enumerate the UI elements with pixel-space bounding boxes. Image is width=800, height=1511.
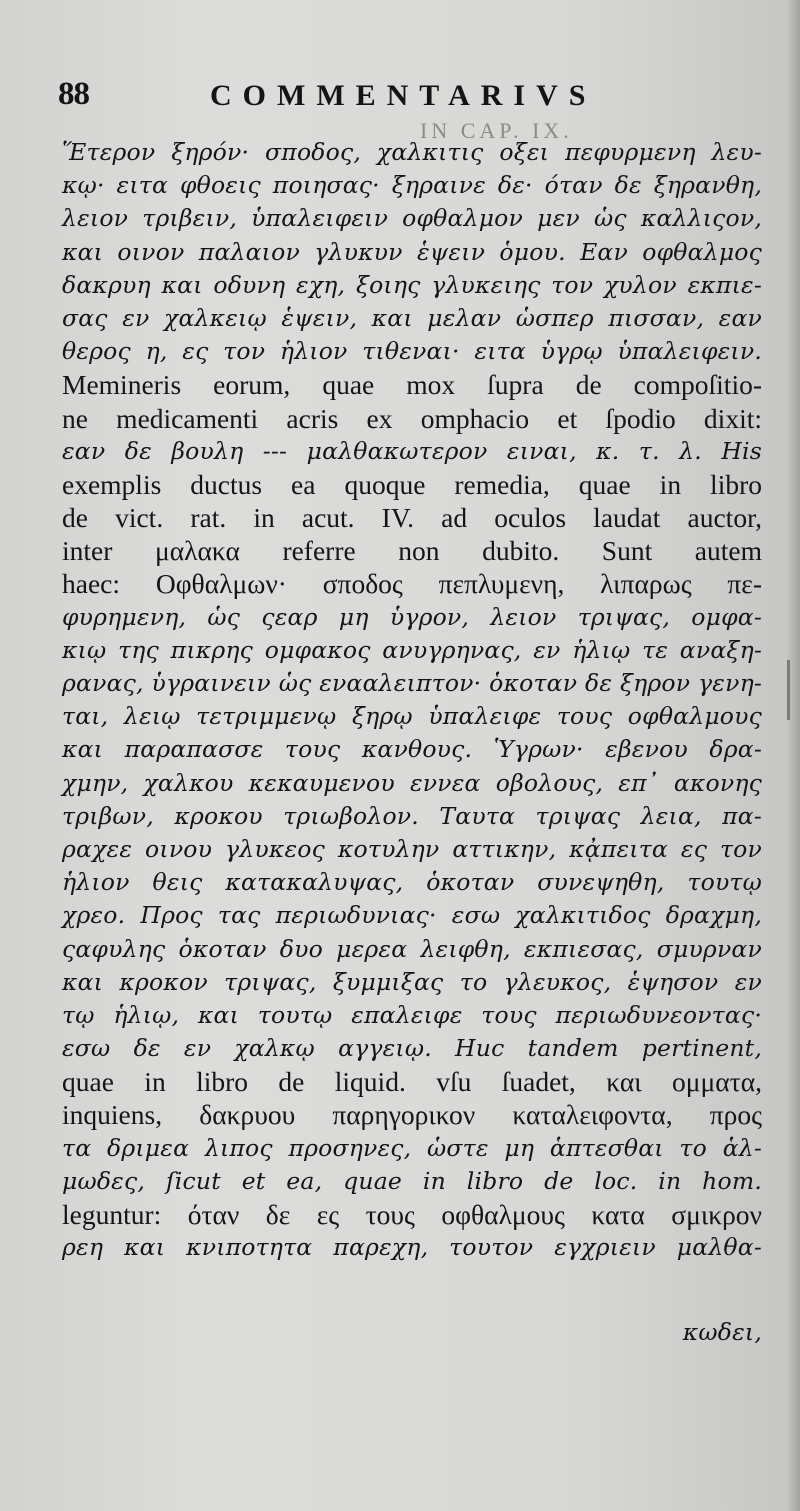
text-line: ρανας, ὑγραινειν ὡς ενααλειπτον· ὁκοταν δε ξηρον γενη- <box>62 669 762 697</box>
text-line: κιῳ της πικρης ομφακος ανυγρηνας, εν ἡλιῳ τε αναξη- <box>62 635 762 664</box>
text-line: και οινον παλαιον γλυκυν ἑψειν ὁμου. Εαν οφθαλμος <box>62 237 762 266</box>
text-line: Ἕτερον ξηρόν· σποδος, χαλκιτις οξει πεφυρμενη λευ- <box>62 138 762 166</box>
text-line: inquiens, δακρυου παρηγορικον καταλειφοντα, προς <box>62 1099 762 1131</box>
text-line: κῳ· ειτα φθοεις ποιησας· ξηραινε δε· όταν δε ξηρανθη, <box>62 171 762 200</box>
text-line: ται, λειῳ τετριμμενῳ ξηρῳ ὑπαλειφε τους οφθαλμους <box>62 702 762 731</box>
text-line: σας εν χαλκειῳ ἑψειν, και μελαν ὡσπερ πισσαν, εαν <box>62 303 762 332</box>
text-body <box>62 136 762 1264</box>
running-head: COMMENTARIVS <box>210 79 597 112</box>
text-line: και κροκον τριψας, ξυμμιξας το γλευκος, ἑψησον εν <box>62 967 762 996</box>
text-line: Memineris eorum, quae mox ſupra de compoſitio- <box>62 369 762 401</box>
text-line: εαν δε βουλη --- μαλθακωτερον ειναι, κ. τ. λ. His <box>62 436 762 465</box>
text-line: λειον τριβειν, ὑπαλειφειν οφθαλμον μεν ὡς καλλιςον, <box>62 204 762 233</box>
text-line: δακρυη και οδυνη εχη, ξοιης γλυκειης τον χυλον εκπιε- <box>62 270 762 299</box>
catchword-row <box>62 1316 762 1349</box>
text-line: ρεη και κνιποτητα παρεχη, τουτον εγχριειν μαλθα- <box>62 1233 762 1262</box>
catchword: κωδει, <box>682 1318 762 1346</box>
text-line: τῳ ἡλιῳ, και τουτῳ επαλειφε τους περιωδυνεοντας· <box>62 1000 762 1029</box>
text-line: ραχεε οινου γλυκεος κοτυλην αττικην, κᾀπειτα ες τον <box>62 834 762 863</box>
text-line: μωδες, ſicut et ea, quae in libro de loc. in hom. <box>62 1166 762 1195</box>
text-line: ne medicamenti acris ex omphacio et ſpodio dixit: <box>62 402 762 434</box>
text-line: leguntur: όταν δε ες τους οφθαλμους κατα σμικρον <box>62 1199 762 1230</box>
text-line: φυρημενη, ὡς ςεαρ μη ὑγρον, λειον τριψας, ομφα- <box>62 602 762 631</box>
page-header <box>58 76 748 122</box>
text-line: τριβων, κροκου τριωβολον. Ταυτα τριψας λεια, πα- <box>62 801 762 830</box>
text-line: inter μαλακα referre non dubito. Sunt autem <box>62 535 762 567</box>
text-line: ςαφυλης ὁκοταν δυο μερεα λειφθη, εκπιεσας, σμυρναν <box>62 934 762 963</box>
page-number: 88 <box>58 76 89 112</box>
margin-mark <box>787 660 790 720</box>
text-line: χμην, χαλκου κεκαυμενου εννεα οβολους, επ᾽ ακονης <box>62 768 762 797</box>
text-line: τα δριμεα λιπος προσηνες, ὡστε μη ἁπτεσθαι το ἁλ- <box>62 1133 762 1162</box>
text-line: ἡλιον θεις κατακαλυψας, ὁκοταν συνεψηθη, τουτῳ <box>62 868 762 897</box>
text-line: de vict. rat. in acut. IV. ad oculos laudat auctor, <box>62 502 762 534</box>
text-line: exemplis ductus ea quoque remedia, quae in libro <box>62 468 762 500</box>
text-line: quae in libro de liquid. vſu ſuadet, και ομματα, <box>62 1066 762 1098</box>
text-line: θερος η, ες τον ἡλιον τιθεναι· ειτα ὑγρῳ ὑπαλειφειν. <box>62 337 762 366</box>
text-line: εσω δε εν χαλκῳ αγγειῳ. Huc tandem pertinent, <box>62 1034 762 1063</box>
text-line: haec: Οφθαλμων· σποδος πεπλυμενη, λιπαρως πε- <box>62 568 762 600</box>
text-line: και παραπασσε τους κανθους. Ὑγρων· εβενου δρα- <box>62 735 762 764</box>
show-through-heading: IN CAP. IX. <box>420 118 573 143</box>
text-line: χρεο. Προς τας περιωδυνιας· εσω χαλκιτιδος δραχμη, <box>62 901 762 930</box>
